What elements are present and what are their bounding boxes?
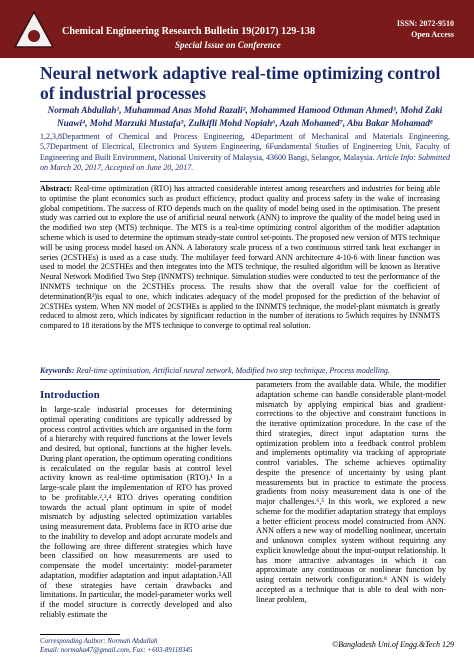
author-list: Normah Abdullah¹, Muhammad Anas Mohd Razali², Mohammed Hamood Othman Ahmed³, Mohd Zaki Nuawi⁴, Mohd Marzuki Mustafa⁵, Zulkifli Mohd Nopiah⁶, Azah Mohamed⁷, Abu Bakar Mohamad⁸ — [47, 105, 443, 128]
keywords-label: Keywords: — [40, 366, 75, 375]
affiliation-text: 1,2,3,8Department of Chemical and Process Engineering, 4Department of Mechanical and Materials Engineering, 5,7Department of Electrical, Electronics and System Engineering, 6Fundamental Studies of Engineering Unit, Faculty of Engineering and Built Environment, National University of Malaysia, 43600 Bangi, Selangor, Malaysia. — [40, 132, 450, 162]
paper-title: Neural network adaptive real-time optimizing control of industrial processes — [40, 63, 441, 103]
corresponding-email[interactable]: Email: normaha47@gmail.com, Fax: +603-89118345 — [40, 646, 193, 654]
introduction-right-column: parameters from the available data. While, the modifier adaptation scheme can handle considerable plant-model mismatch by applying empirical bias and gradient-corrections to the objective and constraint functions in the iterative optimization procedure. In the case of the third strategies, direct input adaptation turns the optimization problem into a feedback control problem and implements optimality via tracking of appropriate control variables. The scheme achieves optimality despite the presence of uncertainty by using plant measurements but in practice to estimate the process gradients from noisy measurement data is one of the major challenges.⁶,⁵ In this work, we explored a new scheme for the modifier adaptation strategy that employs a better efficient process model constructed from ANN. ANN offers a new way of modelling nonlinear, uncertain and unknown complex system without requiring any explicit knowledge about the input-output relationship. It has more attractive advantages in which it can approximate any continuous or nonlinear function by using certain network configuration.⁸ ANN is widely accepted as a technique that is able to deal with non-linear problem, — [256, 380, 446, 604]
open-access-label: Open Access — [411, 30, 454, 39]
abstract — [40, 184, 440, 331]
keywords — [40, 366, 440, 376]
issn-number: ISSN: 2072-9510 — [396, 19, 454, 28]
introduction-heading: Introduction — [40, 389, 100, 401]
journal-title: Chemical Engineering Research Bulletin 19(2017) 129-138 — [62, 26, 316, 37]
affiliations — [40, 132, 450, 174]
article-dates: Article Info: Submitted on March 20, 2017, Accepted on June 20, 2017. — [40, 152, 450, 173]
journal-header — [0, 0, 474, 58]
journal-logo-icon — [14, 11, 54, 48]
abstract-top-rule — [40, 181, 440, 182]
issn-block — [397, 18, 454, 40]
abstract-label: Abstract: — [40, 184, 73, 193]
keywords-text: Real-time optimisation, Artificial neural network, Modified two step technique, Process modelling. — [76, 366, 390, 375]
footer-rule — [40, 634, 120, 635]
introduction-left-column: In large-scale industrial processes for determining optimal operating conditions are typically addressed by process control activities which are organised in the form of a hierarchy with required functions at the lower levels and desired, but optional, functions at the higher levels. During plant operation, the optimum operating conditions is recalculated on the regular basis at control level activity known as real-time optimisation (RTO).¹ In a large-scale plant the implementation of RTO has proved to be profitable.²,³,⁴ RTO drives operating condition towards the actual plant optimum in spite of model mismatch by adjusting selected optimization variables using measurement data. Problems face in RTO arise due to the inability to develop and adopt accurate models and the following are three different strategies which have been classified on how measurements are used to compensate the model uncertainty: model-parameter adaptation, modifier adaptation and input adaptation.⁵All of these strategies have certain drawbacks and limitations. In particular, the model-parameter works well if the model structure is correctly developed and also reliably estimate the — [40, 405, 232, 619]
copyright-page-number: ©Bangladesh Uni.of Engg.&Tech 129 — [332, 640, 454, 649]
corresponding-author — [40, 637, 192, 655]
corresponding-author-name: Corresponding Author: Normah Abdullah — [40, 637, 158, 645]
abstract-text: Real-time optimization (RTO) has attracted considerable interest among researchers and industries for being able to optimise the plant economics such as product efficiency, product quality and process safety in the wake of increasing global competitions. The success of RTO depends much on the quality of model being used in the optimisation. The present study was carried out to explore the use of artificial neural network (ANN) to improve the quality of the model being used in the modified two step (MTS) technique. The MTS is a real-time optimizing control algorithm of the modifier adaptation scheme which is used to determine the optimum steady-state control set-points. The proposed new version of MTS technique will be using process model based on ANN. A laboratory scale process of a two continuous stirred tank heat exchanger in series (2CSTHEs) is used as a case study. The multilayer feed forward ANN architecture 4-10-6 with linear function was used to model the 2CSTHEs and then integrates into the MTS technique, the resulted algorithm will be known as Iterative Neural Network Modified Two Step (INNMTS) technique. Simulation studies were conducted to test the performance of the INNMTS technique on the 2CSTHEs process. The results show that the overall value for the coefficient of determination(R²)is equal to one, which indicates adequacy of the model proposed for the prediction of the behavior of 2CSTHEs system. When NN model of 2CSTHEs is applied to the INNMTS technique, the model-plant mismatch is greatly reduced to almost zero, which indicates by significant reduction in the number of iterations to 5which requires by INNMTS compared to 18 iterations by the MTS technique to converge to optimal real solution. — [40, 184, 440, 331]
special-issue-label: Special Issue on Conference — [175, 40, 281, 50]
